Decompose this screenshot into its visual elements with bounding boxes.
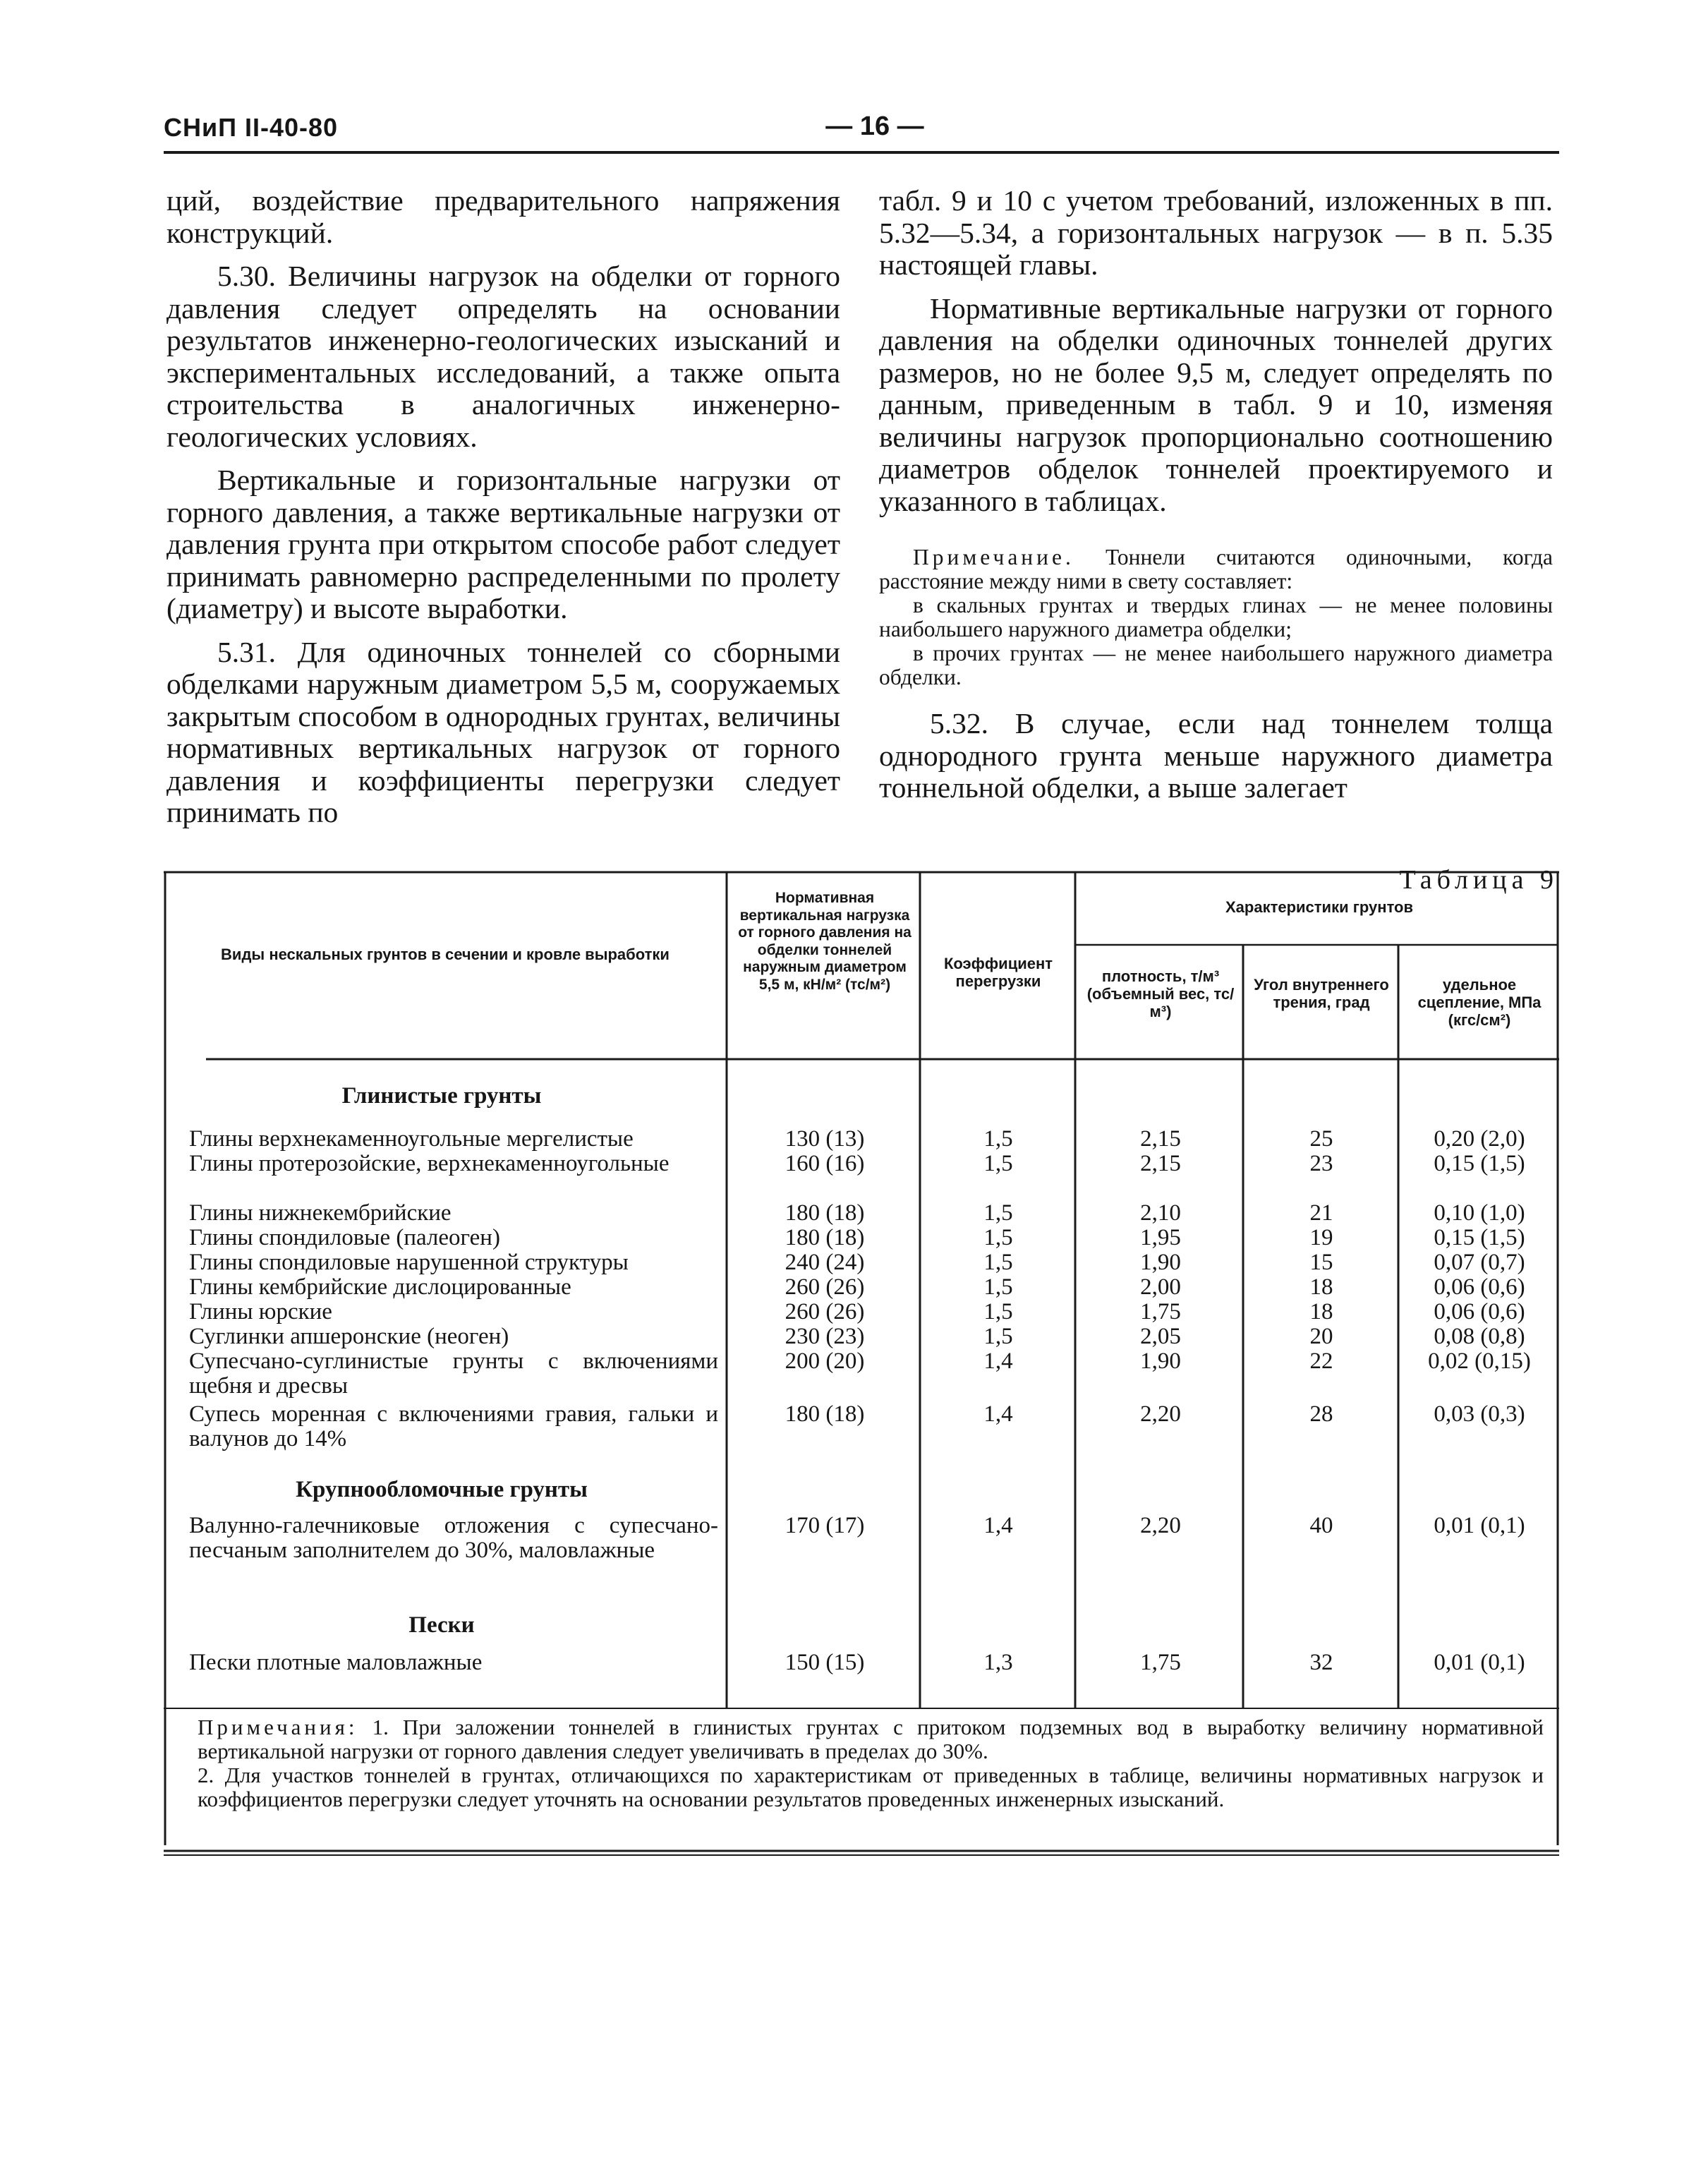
header-friction: Угол внутреннего трения, град — [1254, 976, 1389, 1011]
row-density: 2,15 — [1140, 1126, 1181, 1152]
row-density: 1,75 — [1140, 1299, 1181, 1324]
row-load: 160 (16) — [785, 1151, 865, 1176]
row-load: 180 (18) — [785, 1401, 865, 1427]
right-text-column — [879, 185, 1553, 804]
row-coefficient: 1,3 — [983, 1650, 1013, 1675]
table-9 — [164, 870, 1559, 1856]
row-coefficient: 1,5 — [983, 1126, 1013, 1152]
note-intro — [879, 545, 1553, 593]
row-soil-name: Пески плотные маловлажные — [189, 1650, 483, 1675]
note-block — [879, 545, 1553, 689]
row-coefficient: 1,5 — [983, 1225, 1013, 1250]
header-characteristics: Характеристики грунтов — [1225, 898, 1414, 916]
row-soil-name: Глины верхнекаменноугольные мергелистые — [189, 1126, 634, 1152]
row-cohesion: 0,20 (2,0) — [1434, 1126, 1525, 1152]
section-title-coarse: Крупнообломочные грунты — [296, 1477, 588, 1502]
table-caption: Таблица 9 — [1399, 865, 1558, 895]
row-load: 130 (13) — [785, 1126, 865, 1152]
row-soil-name: Суглинки апшеронские (неоген) — [189, 1324, 509, 1349]
clause-text: Для одиночных тоннелей со сборными обделками наружным диаметром 5,5 м, сооружаемых закрытым способом в однородных грунтах, величины нормативных вертикальных нагрузок от горного давления и коэффициенты перегрузки следует принимать по — [166, 635, 840, 828]
row-coefficient: 1,4 — [983, 1348, 1013, 1374]
row-load: 260 (26) — [785, 1299, 865, 1324]
row-soil-name: Супесь моренная с включениями гравия, гальки и валунов до 14% — [189, 1401, 718, 1451]
row-cohesion: 0,03 (0,3) — [1434, 1401, 1525, 1427]
row-load: 180 (18) — [785, 1225, 865, 1250]
clause-number: 5.30. — [217, 260, 276, 292]
row-density: 2,00 — [1140, 1274, 1181, 1300]
section-title-clay: Глинистые грунты — [341, 1083, 542, 1109]
clause-text: Величины нагрузок на обделки от горного давления следует определять на основании результатов инженерно-геологических изысканий и экспериментальных исследований, а также опыта строительства в аналогичных инженерно-геологических условиях. — [166, 260, 840, 453]
row-coefficient: 1,5 — [983, 1250, 1013, 1275]
paragraph-5-30 — [166, 260, 840, 453]
row-friction: 25 — [1309, 1126, 1333, 1152]
row-load: 150 (15) — [785, 1650, 865, 1675]
table-note-1-text: 1. При заложении тоннелей в глинистых грунтах с притоком подземных вод в выработку величину нормативной вертикальной нагрузки от горного давления следует увеличивать в пределах до 30%. — [198, 1715, 1544, 1763]
row-density: 2,10 — [1140, 1200, 1181, 1226]
clause-number: 5.31. — [217, 635, 276, 668]
header-soil-type: Виды нескальных грунтов в сечении и кровле выработки — [221, 946, 670, 963]
row-coefficient: 1,4 — [983, 1401, 1013, 1427]
clause-number: 5.32. — [930, 707, 988, 740]
row-soil-name: Глины нижнекембрийские — [189, 1200, 452, 1226]
row-friction: 22 — [1309, 1348, 1333, 1374]
table-notes-label: Примечания: — [198, 1715, 358, 1739]
row-friction: 20 — [1309, 1324, 1333, 1349]
row-density: 2,20 — [1140, 1401, 1181, 1427]
row-density: 2,15 — [1140, 1151, 1181, 1176]
row-friction: 15 — [1309, 1250, 1333, 1275]
row-cohesion: 0,15 (1,5) — [1434, 1225, 1525, 1250]
header-cohesion: удельное сцепление, МПа (кгс/см²) — [1417, 976, 1542, 1029]
row-cohesion: 0,06 (0,6) — [1434, 1299, 1525, 1324]
table-notes — [198, 1715, 1544, 1811]
row-coefficient: 1,4 — [983, 1513, 1013, 1538]
row-friction: 18 — [1309, 1274, 1333, 1300]
row-load: 230 (23) — [785, 1324, 865, 1349]
left-text-column — [166, 185, 840, 829]
row-load: 260 (26) — [785, 1274, 865, 1300]
row-load: 170 (17) — [785, 1513, 865, 1538]
row-cohesion: 0,06 (0,6) — [1434, 1274, 1525, 1300]
header-density: плотность, т/м³ (объемный вес, тс/м³) — [1086, 967, 1235, 1020]
note-text: Тоннели считаются одиночными, когда расстояние между ними в свету составляет: — [879, 545, 1553, 593]
page-number: — 16 — — [825, 111, 924, 141]
row-friction: 18 — [1309, 1299, 1333, 1324]
row-load: 240 (24) — [785, 1250, 865, 1275]
row-soil-name: Глины спондиловые (палеоген) — [189, 1225, 500, 1250]
row-density: 2,05 — [1140, 1324, 1181, 1349]
row-coefficient: 1,5 — [983, 1151, 1013, 1176]
paragraph-continuation: табл. 9 и 10 с учетом требований, изложенных в пп. 5.32—5.34, а горизонтальных нагрузок — в п. 5.35 настоящей главы. — [879, 184, 1553, 281]
clause-text: В случае, если над тоннелем толща однородного грунта меньше наружного диаметра тоннельной обделки, а выше залегает — [879, 707, 1553, 804]
row-cohesion: 0,10 (1,0) — [1434, 1200, 1525, 1226]
paragraph-5-32 — [879, 708, 1553, 804]
note-item: в скальных грунтах и твердых глинах — не менее половины наибольшего наружного диаметра обделки; — [879, 593, 1553, 641]
row-coefficient: 1,5 — [983, 1324, 1013, 1349]
row-density: 1,95 — [1140, 1225, 1181, 1250]
row-soil-name: Глины протерозойские, верхнекаменноугольные — [189, 1151, 670, 1176]
row-coefficient: 1,5 — [983, 1274, 1013, 1300]
header-coefficient: Коэффициент перегрузки — [943, 955, 1053, 990]
row-cohesion: 0,01 (0,1) — [1434, 1650, 1525, 1675]
paragraph-continuation: ций, воздействие предварительного напряжения конструкций. — [166, 184, 840, 249]
row-load: 180 (18) — [785, 1200, 865, 1226]
section-title-sand: Пески — [408, 1612, 475, 1638]
note-label: Примечание. — [913, 545, 1074, 569]
row-cohesion: 0,07 (0,7) — [1434, 1250, 1525, 1275]
note-item: в прочих грунтах — не менее наибольшего наружного диаметра обделки. — [879, 641, 1553, 689]
row-friction: 32 — [1309, 1650, 1333, 1675]
row-density: 2,20 — [1140, 1513, 1181, 1538]
paragraph-5-31 — [166, 636, 840, 829]
row-friction: 40 — [1309, 1513, 1333, 1538]
row-friction: 23 — [1309, 1151, 1333, 1176]
row-soil-name: Глины спондиловые нарушенной структуры — [189, 1250, 629, 1275]
row-soil-name: Валунно-галечниковые отложения с супесчано-песчаным заполнителем до 30%, маловлажные — [189, 1513, 718, 1563]
page-header — [164, 109, 1559, 154]
row-cohesion: 0,08 (0,8) — [1434, 1324, 1525, 1349]
row-cohesion: 0,15 (1,5) — [1434, 1151, 1525, 1176]
row-cohesion: 0,02 (0,15) — [1428, 1348, 1531, 1374]
row-cohesion: 0,01 (0,1) — [1434, 1513, 1525, 1538]
table-note-1 — [198, 1715, 1544, 1763]
row-density: 1,90 — [1140, 1250, 1181, 1275]
row-friction: 19 — [1309, 1225, 1333, 1250]
row-friction: 28 — [1309, 1401, 1333, 1427]
paragraph-loads-distribution: Вертикальные и горизонтальные нагрузки от горного давления, а также вертикальные нагрузки от давления грунта при открытом способе работ следует принимать равномерно распределенными по пролету (диаметру) и высоте выработки. — [166, 464, 840, 624]
row-soil-name: Супесчано-суглинистые грунты с включениями щебня и дресвы — [189, 1348, 718, 1399]
table-note-2: 2. Для участков тоннелей в грунтах, отличающихся по характеристикам от приведенных в таблице, величины нормативных нагрузок и коэффициентов перегрузки следует уточнять на основании результатов проведенных инженерных изысканий. — [198, 1763, 1544, 1811]
row-friction: 21 — [1309, 1200, 1333, 1226]
row-density: 1,75 — [1140, 1650, 1181, 1675]
row-load: 200 (20) — [785, 1348, 865, 1374]
document-code: СНиП II-40-80 — [164, 113, 339, 142]
row-soil-name: Глины юрские — [189, 1299, 332, 1324]
paragraph-other-sizes: Нормативные вертикальные нагрузки от горного давления на обделки одиночных тоннелей других размеров, но не более 9,5 м, следует определять по данным, приведенным в табл. 9 и 10, изменяя величины нагрузок пропорционально соотношению диаметров обделок тоннелей проектируемого и указанного в таблицах. — [879, 291, 1553, 517]
row-coefficient: 1,5 — [983, 1299, 1013, 1324]
row-density: 1,90 — [1140, 1348, 1181, 1374]
row-coefficient: 1,5 — [983, 1200, 1013, 1226]
row-soil-name: Глины кембрийские дислоцированные — [189, 1274, 571, 1300]
header-load: Нормативная вертикальная нагрузка от горного давления на обделки тоннелей наружным диаметром 5,5 м, кН/м² (тс/м²) — [738, 890, 911, 993]
